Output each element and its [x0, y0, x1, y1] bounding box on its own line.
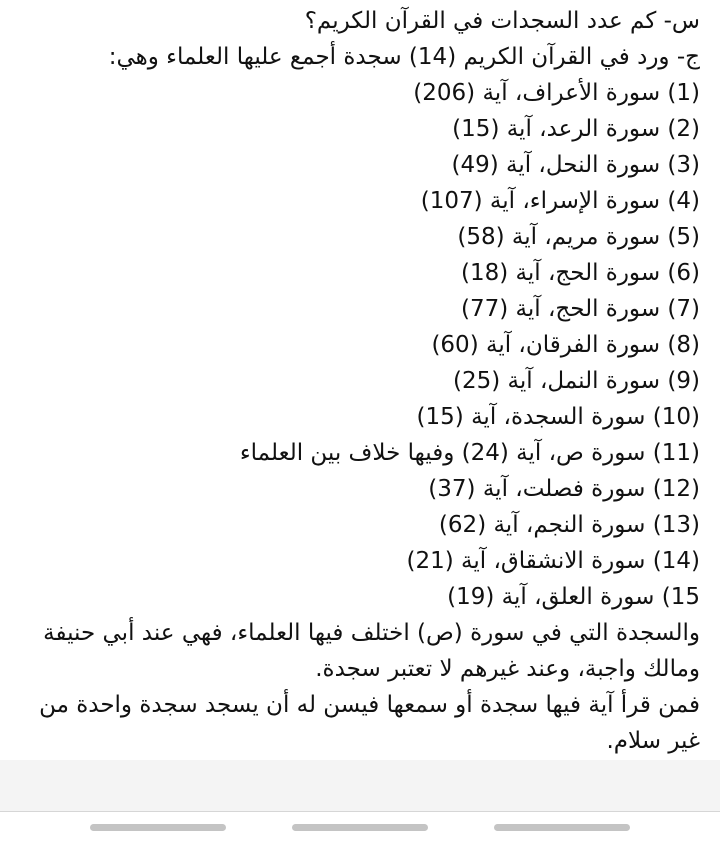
- list-item: (4) سورة الإسراء، آية (107): [420, 188, 700, 214]
- sajda-list: [20, 75, 700, 615]
- list-item: (7) سورة الحج، آية (77): [460, 296, 700, 322]
- nav-handle-right[interactable]: [494, 824, 630, 831]
- navigation-bar: [0, 812, 720, 842]
- paragraph-ruling: فمن قرأ آية فيها سجدة أو سمعها فيسن له أن يسجد سجدة واحدة من غير سلام.: [39, 692, 700, 754]
- list-item: (3) سورة النحل، آية (49): [451, 152, 700, 178]
- list-item: (12) سورة فصلت، آية (37): [428, 476, 700, 502]
- nav-handle-center[interactable]: [292, 824, 428, 831]
- list-item: (13) سورة النجم، آية (62): [438, 512, 700, 538]
- nav-handle-left[interactable]: [90, 824, 226, 831]
- list-item: (1) سورة الأعراف، آية (206): [413, 80, 700, 106]
- list-item: (2) سورة الرعد، آية (15): [452, 116, 700, 142]
- list-item: 15) سورة العلق، آية (19): [447, 584, 700, 610]
- bottom-area: [0, 760, 720, 842]
- list-item: (9) سورة النمل، آية (25): [453, 368, 700, 394]
- paragraph-disagreement: والسجدة التي في سورة (ص) اختلف فيها العلماء، فهي عند أبي حنيفة ومالك واجبة، وعند غيرهم لا تعتبر سجدة.: [43, 620, 700, 682]
- list-item: (11) سورة ص، آية (24) وفيها خلاف بين العلماء: [239, 440, 700, 466]
- list-item: (14) سورة الانشقاق، آية (21): [406, 548, 700, 574]
- list-item: (10) سورة السجدة، آية (15): [416, 404, 700, 430]
- list-item: (6) سورة الحج، آية (18): [460, 260, 700, 286]
- answer-intro-line: ج- ورد في القرآن الكريم (14) سجدة أجمع عليها العلماء وهي:: [108, 44, 700, 70]
- list-item: (8) سورة الفرقان، آية (60): [431, 332, 700, 358]
- list-item: (5) سورة مريم، آية (58): [457, 224, 700, 250]
- bottom-panel: [0, 760, 720, 812]
- question-line: س- كم عدد السجدات في القرآن الكريم؟: [304, 8, 700, 34]
